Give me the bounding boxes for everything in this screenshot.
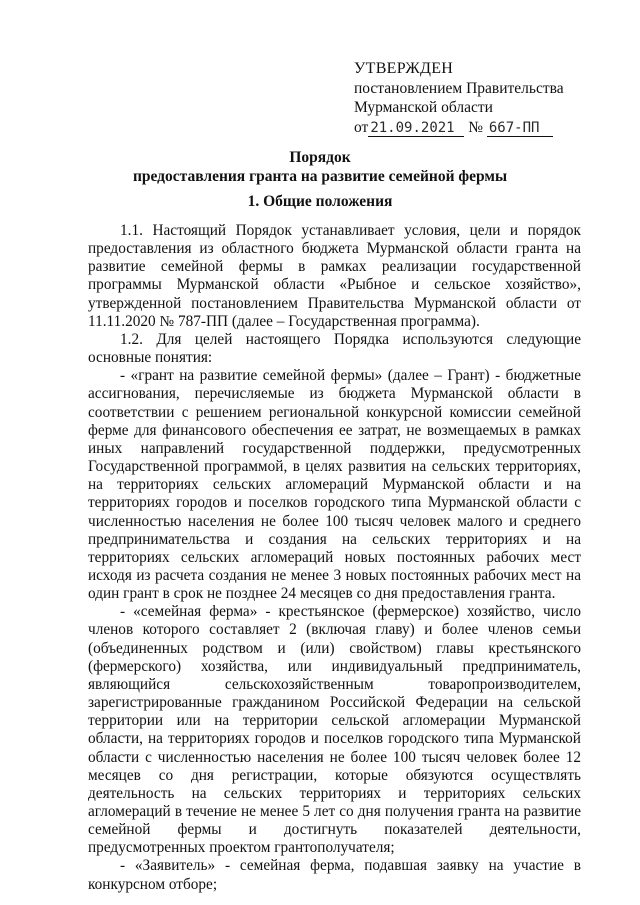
paragraph-1-2: 1.2. Для целей настоящего Порядка используются следующие основные понятия:: [88, 330, 581, 367]
approval-line-2: Мурманской области: [354, 99, 493, 116]
approval-number-prefix: №: [468, 118, 483, 136]
approval-date: 21.09.2021: [368, 120, 464, 137]
approval-line-1: постановлением Правительства: [354, 79, 564, 97]
approval-stamp: [354, 59, 594, 137]
section-heading: 1. Общие положения: [247, 193, 393, 210]
approval-title: УТВЕРЖДЕН: [354, 60, 454, 77]
definition-family-farm: - «семейная ферма» - крестьянское (фермерское) хозяйство, число членов которого составляет 2 (включая главу) и более членов семьи (объединенных родством и (или) свойством) главы крестьянского (фермерского) хозяйства, или индивидуальный предприниматель, являющийся сельскохозяйственным товаропроизводителем, зарегистрированные гражданином Российской Федерации на сельской территории или на территории сельской агломерации Мурманской области, на территориях городов и поселков городского типа Мурманской области с численностью населения не более 100 тысяч человек более 12 месяцев со дня регистрации, которые обязуются осуществлять деятельность на сельских территориях и территориях сельских агломераций в течение не менее 5 лет со дня получения гранта на развитие семейной фермы и достигнуть показателей деятельности, предусмотренных проектом грантополучателя;: [88, 603, 581, 857]
approval-number: 667-ПП: [487, 120, 553, 137]
definition-grant: - «грант на развитие семейной фермы» (далее – Грант) - бюджетные ассигнования, перечисляемые из бюджета Мурманской области в соответствии с решением региональной конкурсной комиссии семейной ферме для финансового обеспечения ее затрат, не возмещаемых в рамках иных направлений государственной поддержки, предусмотренных Государственной программой, в целях развития на сельских территориях, на территориях сельских агломераций Мурманской области и на территориях городов и поселков городского типа Мурманской области с численностью населения не более 100 тысяч человек малого и среднего предпринимательства и создания на сельских территориях и на территориях сельских агломераций новых постоянных рабочих мест исходя из расчета создания не менее 3 новых постоянных рабочих мест на один грант в срок не позднее 24 месяцев со дня предоставления гранта.: [88, 367, 581, 603]
definition-applicant: - «Заявитель» - семейная ферма, подавшая заявку на участие в конкурсном отборе;: [88, 857, 581, 893]
document-body: [88, 222, 581, 894]
approval-date-line: [354, 118, 594, 138]
document-subtitle: предоставления гранта на развитие семейной фермы: [132, 168, 508, 185]
document-title: Порядок: [289, 149, 351, 166]
paragraph-1-1: 1.1. Настоящий Порядок устанавливает условия, цели и порядок предоставления из областного бюджета Мурманской области гранта на развитие семейной фермы в рамках реализации государственной программы Мурманской области «Рыбное и сельское хозяйство», утвержденной постановлением Правительства Мурманской области от 11.11.2020 № 787-ПП (далее – Государственная программа).: [88, 222, 581, 330]
approval-from-prefix: от: [354, 118, 369, 136]
